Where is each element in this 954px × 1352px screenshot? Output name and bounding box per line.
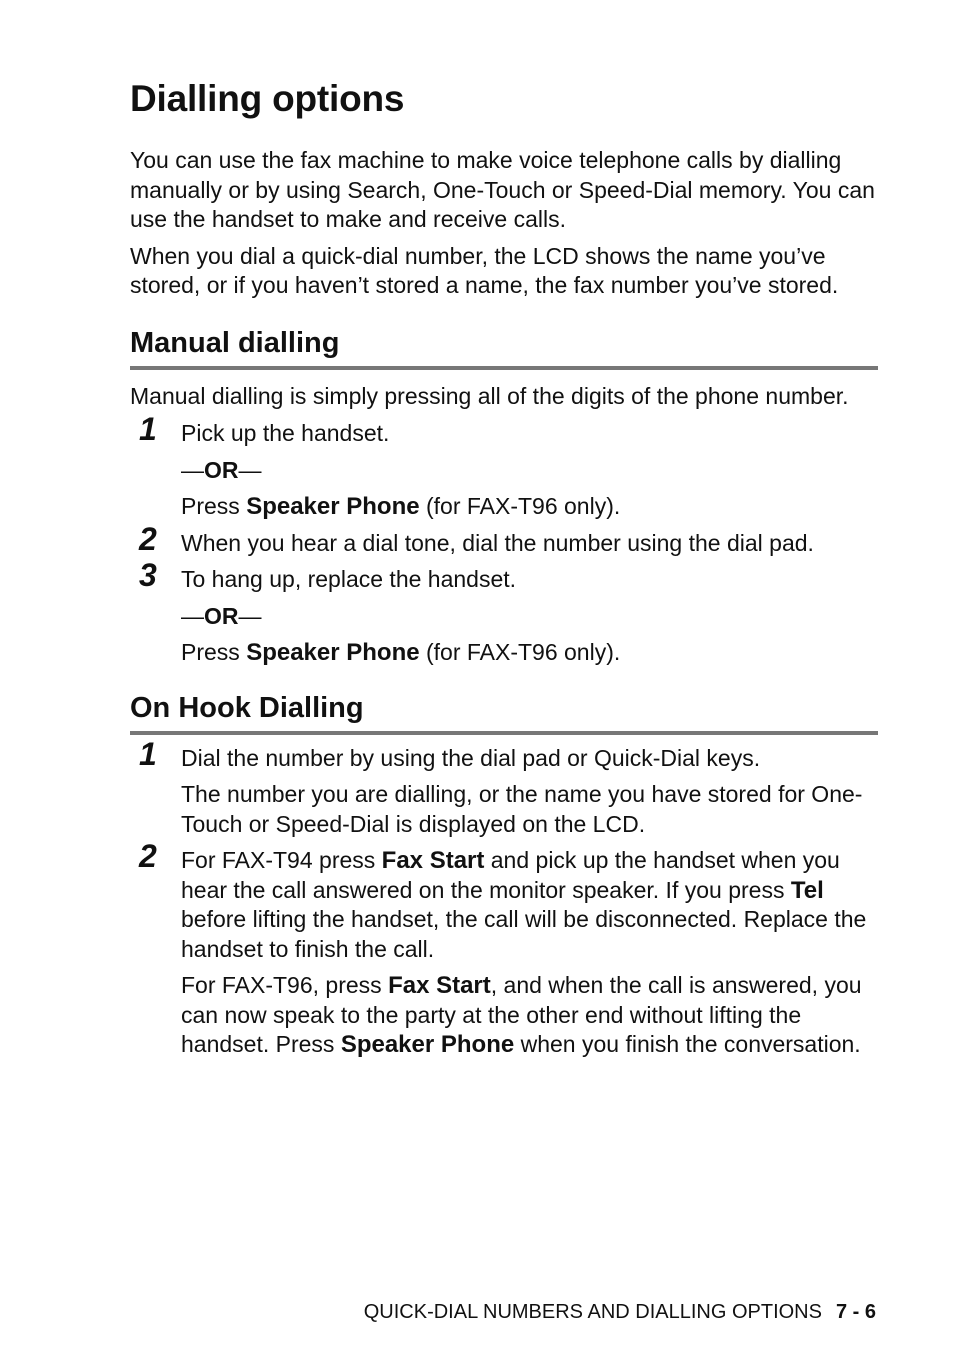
step-number: 2 [139,838,157,874]
section-heading-on-hook-dialling: On Hook Dialling [130,692,878,735]
key-label: Fax Start [381,847,485,874]
or-separator: —OR— [181,602,262,629]
manual-step-3 [130,557,878,668]
step-note: For FAX-T96, press Fax Start, and when the call is answered, you can now speak to the party at the other end without lifting the handset. Press Speaker Phone when you finish the conversation. [181,972,862,1058]
key-label: Speaker Phone [340,1031,515,1058]
step-text: Pick up the handset. [181,420,390,446]
key-label: Fax Start [388,972,491,999]
step-text: To hang up, replace the handset. [181,566,517,592]
step-alternative: Press Speaker Phone (for FAX-T96 only). [181,639,621,666]
step-number: 1 [139,411,157,447]
step-alternative: Press Speaker Phone (for FAX-T96 only). [181,493,621,520]
key-label: Speaker Phone [246,639,420,666]
page-content [130,78,878,1067]
step-note: The number you are dialling, or the name you have stored for One-Touch or Speed-Dial is displayed on the LCD. [181,781,863,837]
page-title: Dialling options [130,78,405,119]
page-footer [364,1301,876,1324]
step-number: 2 [139,520,157,557]
step-text: When you hear a dial tone, dial the number using the dial pad. [181,529,814,556]
or-separator: —OR— [181,456,262,483]
step-number: 3 [139,557,157,593]
step-number: 1 [139,735,157,772]
page-number: 7 - 6 [835,1301,876,1323]
key-label: Tel [790,876,824,904]
onhook-step-2 [130,838,878,1060]
step-text: Dial the number by using the dial pad or Quick-Dial keys. [181,744,761,771]
intro-paragraph-2: When you dial a quick-dial number, the LCD shows the name you’ve stored, or if you haven’t stored a name, the fax number you’ve stored. [130,242,839,298]
onhook-step-1 [130,735,878,840]
manual-step-2 [130,520,878,559]
intro-paragraph-1: You can use the fax machine to make voice telephone calls by dialling manually or by using Search, One-Touch or Speed-Dial memory. You can use the handset to make and receive calls. [130,147,875,232]
step-text: For FAX-T94 press Fax Start and pick up the handset when you hear the call answered on the monitor speaker. If you press Tel before lifting the handset, the call will be disconnected. Replace the handset to finish the call. [181,847,867,962]
manual-step-1 [130,411,878,522]
manual-dialling-intro: Manual dialling is simply pressing all of the digits of the phone number. [130,382,849,409]
key-label: Speaker Phone [246,493,420,520]
footer-chapter-title: QUICK-DIAL NUMBERS AND DIALLING OPTIONS [363,1301,822,1323]
section-heading-manual-dialling: Manual dialling [130,327,878,370]
